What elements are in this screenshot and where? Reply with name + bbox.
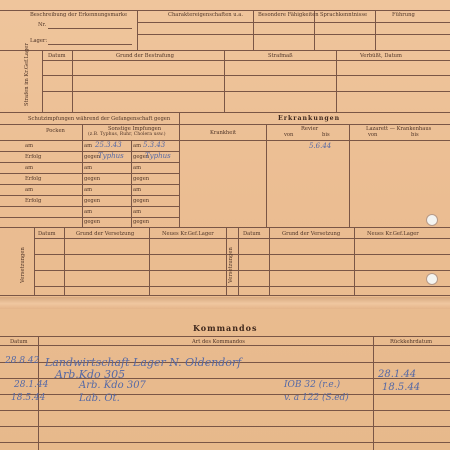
mid-am: am: [84, 187, 93, 193]
rule: [34, 238, 450, 239]
header-sprachen: Sprachkenntnisse: [320, 12, 368, 18]
handwritten-k1-text: Landwirtschaft Lager N. Oldendorf: [45, 356, 242, 369]
kommandos-datum: Datum: [10, 339, 28, 345]
rule: [42, 75, 450, 76]
handwritten-return-2: 18.5.44: [382, 382, 421, 393]
label-lager: Lager:: [30, 38, 48, 44]
header-sonstige: Sonstige Impfungen: [108, 126, 162, 132]
rule: [0, 195, 179, 196]
rule: [0, 394, 450, 395]
fill-line: [48, 28, 132, 29]
versetz-datum-right: Datum: [243, 231, 261, 237]
row-erfolg: Erfolg: [25, 198, 42, 204]
rule: [373, 336, 374, 450]
punch-hole: [426, 214, 438, 226]
versetz-datum-left: Datum: [38, 231, 56, 237]
header-lazarett: Lazarett — Krankenhaus: [366, 126, 432, 132]
rule: [0, 410, 450, 411]
page-fold: [0, 297, 450, 309]
kommandos-rueck: Rückkehrdatum: [390, 339, 433, 345]
handwritten-return-1: 28.1.44: [378, 369, 417, 380]
header-lazarett-bis: bis: [411, 132, 419, 138]
mid-gegen: gegen: [84, 198, 101, 204]
row-erfolg: Erfolg: [25, 154, 42, 160]
handwritten-impf-date-2: 5.3.43: [143, 141, 166, 149]
handwritten-impf-date-1: 25.3.43: [95, 141, 122, 149]
erkr-title: Erkrankungen: [278, 115, 341, 122]
mid-am: am: [84, 209, 93, 215]
row-am: am: [25, 143, 34, 149]
header-revier-bis: bis: [322, 132, 330, 138]
header-revier: Revier: [301, 126, 319, 132]
versetz-neues-left: Neues Kr.Gef.Lager: [162, 231, 214, 237]
mid-am: am: [84, 143, 93, 149]
rule: [42, 91, 450, 92]
versetz-neues-right: Neues Kr.Gef.Lager: [367, 231, 419, 237]
rule: [137, 34, 450, 35]
handwritten-k4-text: Lab. Ot.: [79, 393, 120, 404]
row-am: am: [25, 187, 34, 193]
versetz-grund-right: Grund der Versetzung: [282, 231, 341, 237]
mid-gegen: gegen: [84, 176, 101, 182]
mid2-am: am: [133, 187, 142, 193]
mid-gegen: gegen: [84, 219, 101, 225]
mid2-am: am: [133, 165, 142, 171]
rule: [42, 60, 450, 61]
row-erfolg: Erfolg: [25, 176, 42, 182]
header-pocken: Pocken: [46, 128, 65, 134]
handwritten-k3-ref: IOB 32 (r.e.): [284, 380, 341, 390]
strafen-side-label: Strafen im Kr.Gef.Lager: [24, 43, 30, 106]
mid2-gegen: gegen: [133, 219, 150, 225]
handwritten-impf-typhus-1: Typhus: [98, 152, 124, 160]
rule: [0, 112, 450, 113]
mid2-gegen: gegen: [133, 154, 150, 160]
mid2-am: am: [133, 143, 142, 149]
mid-gegen: gegen: [84, 154, 101, 160]
fill-line: [48, 44, 132, 45]
handwritten-impf-typhus-2: Typhus: [145, 152, 171, 160]
rule: [0, 217, 179, 218]
rule: [34, 286, 450, 287]
header-revier-von: von: [284, 132, 294, 138]
rule: [0, 140, 450, 141]
rule: [0, 426, 450, 427]
versetz-side-left: Versetzungen: [20, 247, 26, 283]
rule: [179, 112, 180, 227]
kommandos-title: Kommandos: [193, 323, 258, 333]
header-fuehrung: Führung: [392, 12, 415, 18]
header-faehigkeiten: Besondere Fähigkeiten: [258, 12, 319, 18]
handwritten-k1-date: 28.8.42: [5, 356, 40, 366]
strafen-datum: Datum: [48, 53, 66, 59]
rule: [0, 173, 179, 174]
rule: [0, 162, 179, 163]
rule: [0, 206, 179, 207]
header-lazarett-von: von: [368, 132, 378, 138]
rule: [0, 345, 450, 346]
header-sonstige-sub: (z.B. Typhus, Ruhr, Cholera usw.): [88, 132, 166, 137]
rule: [0, 295, 450, 296]
rule: [0, 184, 179, 185]
rule: [0, 10, 450, 11]
header-krankheit: Krankheit: [210, 130, 237, 136]
versetz-side-right: Versetzungen: [228, 247, 234, 283]
rule: [375, 10, 376, 50]
label-nr: Nr.: [38, 22, 47, 28]
rule: [137, 10, 138, 50]
rule: [0, 50, 450, 51]
row-am: am: [25, 165, 34, 171]
schutz-title: Schutzimpfungen während der Gefangenschaft gegen: [28, 116, 171, 122]
versetz-grund-left: Grund der Versetzung: [76, 231, 135, 237]
handwritten-k4-date: 18.5.44: [11, 393, 46, 403]
header-charakter: Charaktereigenschaften u.a.: [168, 12, 244, 18]
strafen-strafmass: Strafmaß: [268, 53, 293, 59]
rule: [34, 254, 450, 255]
kommandos-art: Art des Kommandos: [192, 339, 245, 345]
mid-am: am: [84, 165, 93, 171]
handwritten-k3-date: 28.1.44: [14, 380, 49, 390]
rule: [137, 22, 450, 23]
header-erkennungsmarke: Beschreibung der Erkennungsmarke: [30, 12, 128, 18]
strafen-grund: Grund der Bestrafung: [116, 53, 174, 59]
strafen-verbuesst: Verbüßt, Datum: [360, 53, 402, 59]
rule: [0, 442, 450, 443]
rule: [34, 270, 450, 271]
rule: [253, 10, 254, 50]
handwritten-revier-date: 5.6.44: [309, 142, 332, 150]
punch-hole: [426, 273, 438, 285]
rule: [0, 227, 450, 228]
mid2-gegen: gegen: [133, 176, 150, 182]
rule: [0, 336, 450, 337]
handwritten-k4-ref: v. a 122 (S.ed): [284, 393, 349, 403]
rule: [0, 124, 450, 125]
mid2-am: am: [133, 209, 142, 215]
handwritten-k3-text: Arb. Kdo 307: [79, 380, 146, 391]
handwritten-k2-text: Arb.Kdo 305: [55, 368, 126, 381]
mid2-gegen: gegen: [133, 198, 150, 204]
